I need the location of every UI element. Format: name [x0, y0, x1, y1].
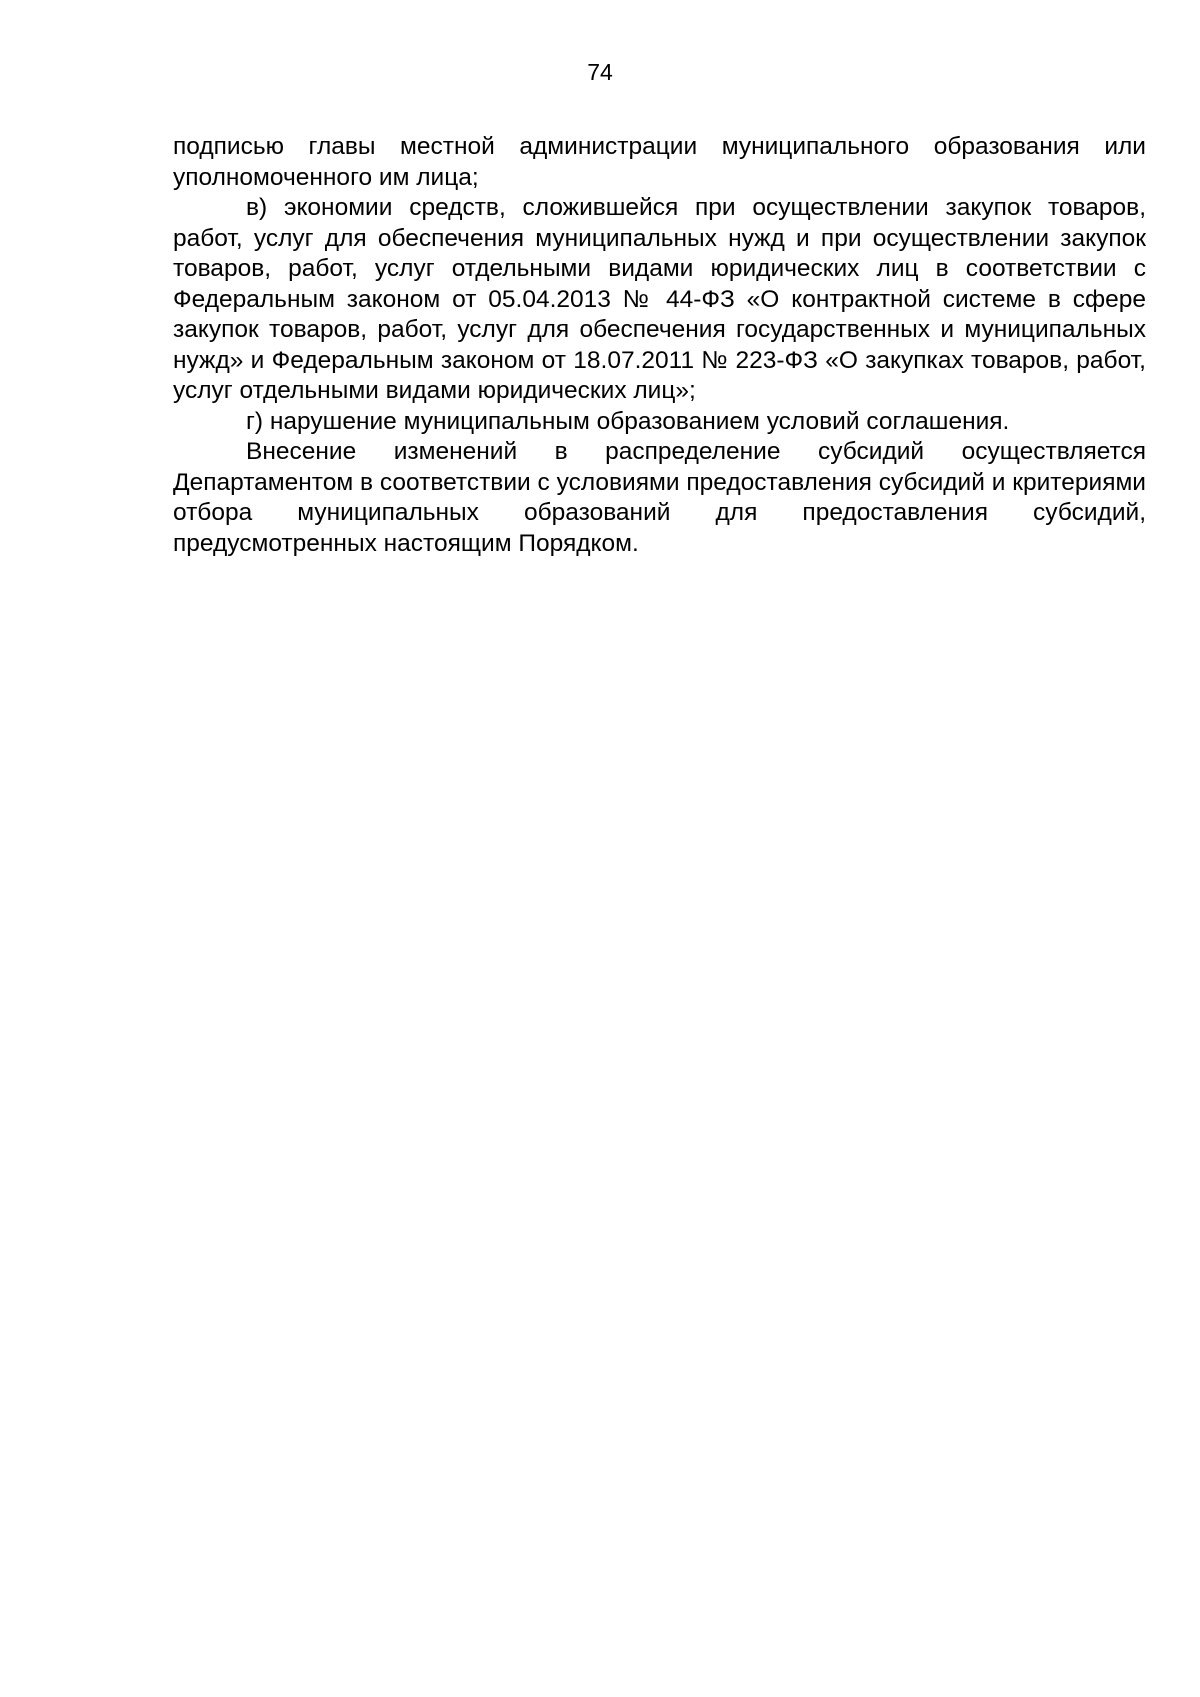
paragraph-item-v: в) экономии средств, сложившейся при осуществлении закупок товаров, работ, услуг для обеспечения муниципальных нужд и при осуществлении закупок товаров, работ, услуг отдельными видами юридических лиц в соответствии с Федеральным законом от 05.04.2013 № 44-ФЗ «О контрактной системе в сфере закупок товаров, работ, услуг для обеспечения государственных и муниципальных нужд» и Федеральным законом от 18.07.2011 № 223-ФЗ «О закупках товаров, работ, услуг отдельными видами юридических лиц»; [173, 194, 1146, 404]
paragraph-item-g: г) нарушение муниципальным образованием условий соглашения. [246, 407, 1010, 435]
page-number: 74 [587, 59, 613, 85]
paragraph-subsidy-changes: Внесение изменений в распределение субсидий осуществляется Департаментом в соответствии с условиями предоставления субсидий и критериями отбора муниципальных образований для предоставления субсидий, предусмотренных настоящим Порядком. [173, 438, 1146, 557]
document-body [173, 132, 1146, 559]
paragraph-continuation: подписью главы местной администрации муниципального образования или уполномоченного им лица; [173, 133, 1146, 191]
